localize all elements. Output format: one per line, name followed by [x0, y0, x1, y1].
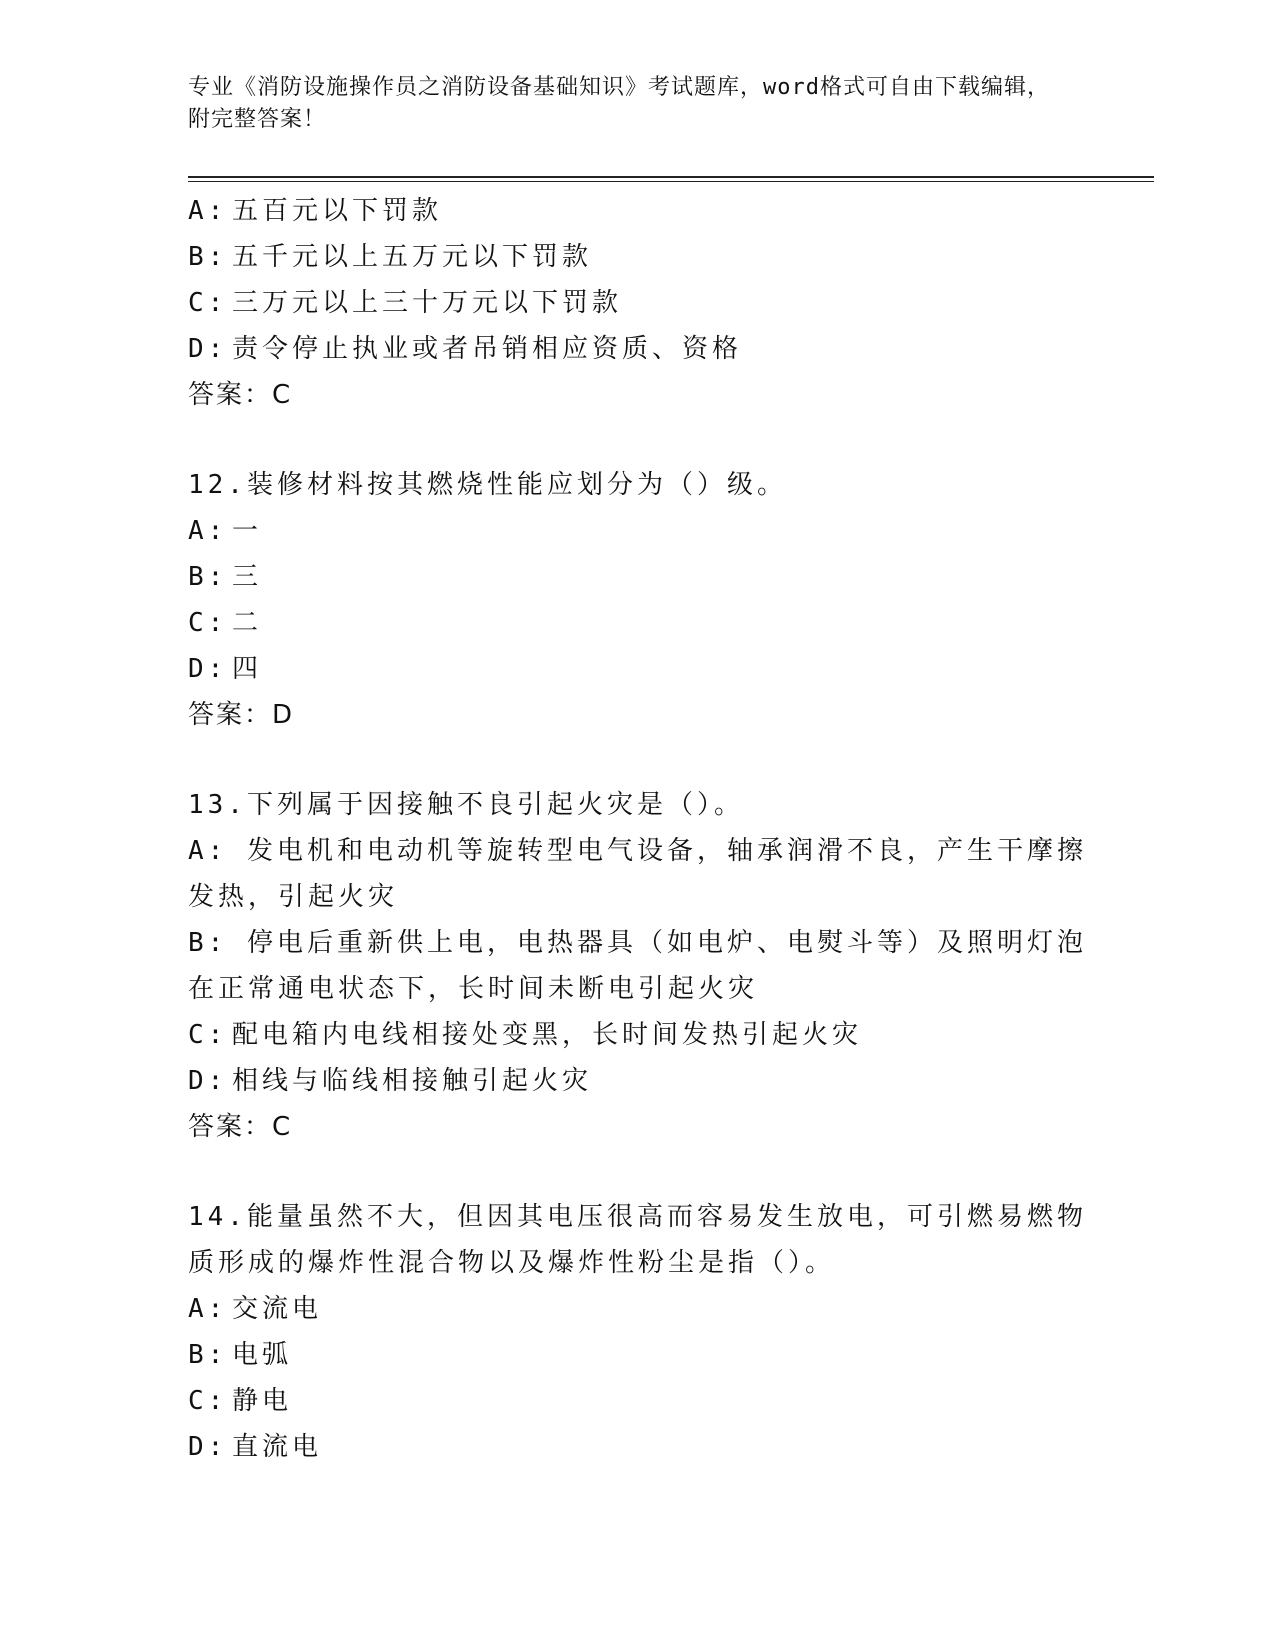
option-b [188, 920, 1088, 1012]
option-a [188, 828, 1088, 920]
answer-line: 答案：C [188, 1112, 293, 1142]
option-text: 四 [232, 654, 263, 684]
question-12 [188, 462, 1088, 738]
option-key: C: [188, 288, 228, 318]
option-text: 停电后重新供上电，电热器具（如电炉、电熨斗等）及照明灯泡在正常通电状态下，长时间未断电引起火灾 [188, 928, 1087, 1004]
option-key: D: [188, 1066, 228, 1096]
question-text: 14.能量虽然不大，但因其电压很高而容易发生放电，可引燃易燃物质形成的爆炸性混合物以及爆炸性粉尘是指（）。 [188, 1202, 1087, 1278]
option-c [188, 1378, 1088, 1424]
spacer [188, 1150, 1088, 1194]
option-text: 静电 [232, 1386, 293, 1416]
option-a [188, 1286, 1088, 1332]
option-key: D: [188, 654, 228, 684]
option-text: 二 [232, 608, 263, 638]
option-key: A: [188, 196, 228, 226]
option-b [188, 234, 1088, 280]
spacer [188, 738, 1088, 782]
option-d [188, 1424, 1088, 1470]
option-key: A: [188, 516, 228, 546]
option-c [188, 280, 1088, 326]
option-a [188, 508, 1088, 554]
option-key: B: [188, 928, 228, 958]
option-text: 责令停止执业或者吊销相应资质、资格 [232, 334, 743, 364]
question-13 [188, 782, 1088, 1150]
option-c [188, 1012, 1088, 1058]
question-11 [188, 188, 1088, 418]
option-key: D: [188, 334, 228, 364]
option-key: B: [188, 1340, 228, 1370]
option-text: 发电机和电动机等旋转型电气设备，轴承润滑不良，产生干摩擦发热，引起火灾 [188, 836, 1087, 912]
spacer [188, 418, 1088, 462]
option-key: A: [188, 836, 228, 866]
header-divider-thin [188, 181, 1154, 182]
option-text: 交流电 [232, 1294, 323, 1324]
option-text: 一 [232, 516, 263, 546]
option-key: B: [188, 562, 228, 592]
option-d [188, 646, 1088, 692]
option-c [188, 600, 1088, 646]
option-b [188, 1332, 1088, 1378]
option-text: 相线与临线相接触引起火灾 [232, 1066, 593, 1096]
option-key: C: [188, 608, 228, 638]
option-b [188, 554, 1088, 600]
option-text: 直流电 [232, 1432, 323, 1462]
option-text: 电弧 [232, 1340, 293, 1370]
option-text: 配电箱内电线相接处变黑，长时间发热引起火灾 [232, 1020, 863, 1050]
option-key: D: [188, 1432, 228, 1462]
question-text: 13.下列属于因接触不良引起火灾是（）。 [188, 790, 744, 820]
option-d [188, 1058, 1088, 1104]
question-list [188, 188, 1088, 1470]
answer-line: 答案：D [188, 700, 295, 730]
option-key: A: [188, 1294, 228, 1324]
option-text: 三万元以上三十万元以下罚款 [232, 288, 623, 318]
question-14 [188, 1194, 1088, 1470]
option-key: C: [188, 1386, 228, 1416]
header-divider-thick [188, 176, 1154, 178]
document-header: 专业《消防设施操作员之消防设备基础知识》考试题库，word格式可自由下载编辑，附完整答案！ [188, 75, 1050, 132]
option-a [188, 188, 1088, 234]
option-text: 五千元以上五万元以下罚款 [232, 242, 593, 272]
option-key: C: [188, 1020, 228, 1050]
option-d [188, 326, 1088, 372]
answer-line: 答案：C [188, 380, 293, 410]
option-text: 五百元以下罚款 [232, 196, 443, 226]
option-key: B: [188, 242, 228, 272]
option-text: 三 [232, 562, 263, 592]
question-text: 12.装修材料按其燃烧性能应划分为（）级。 [188, 470, 787, 500]
